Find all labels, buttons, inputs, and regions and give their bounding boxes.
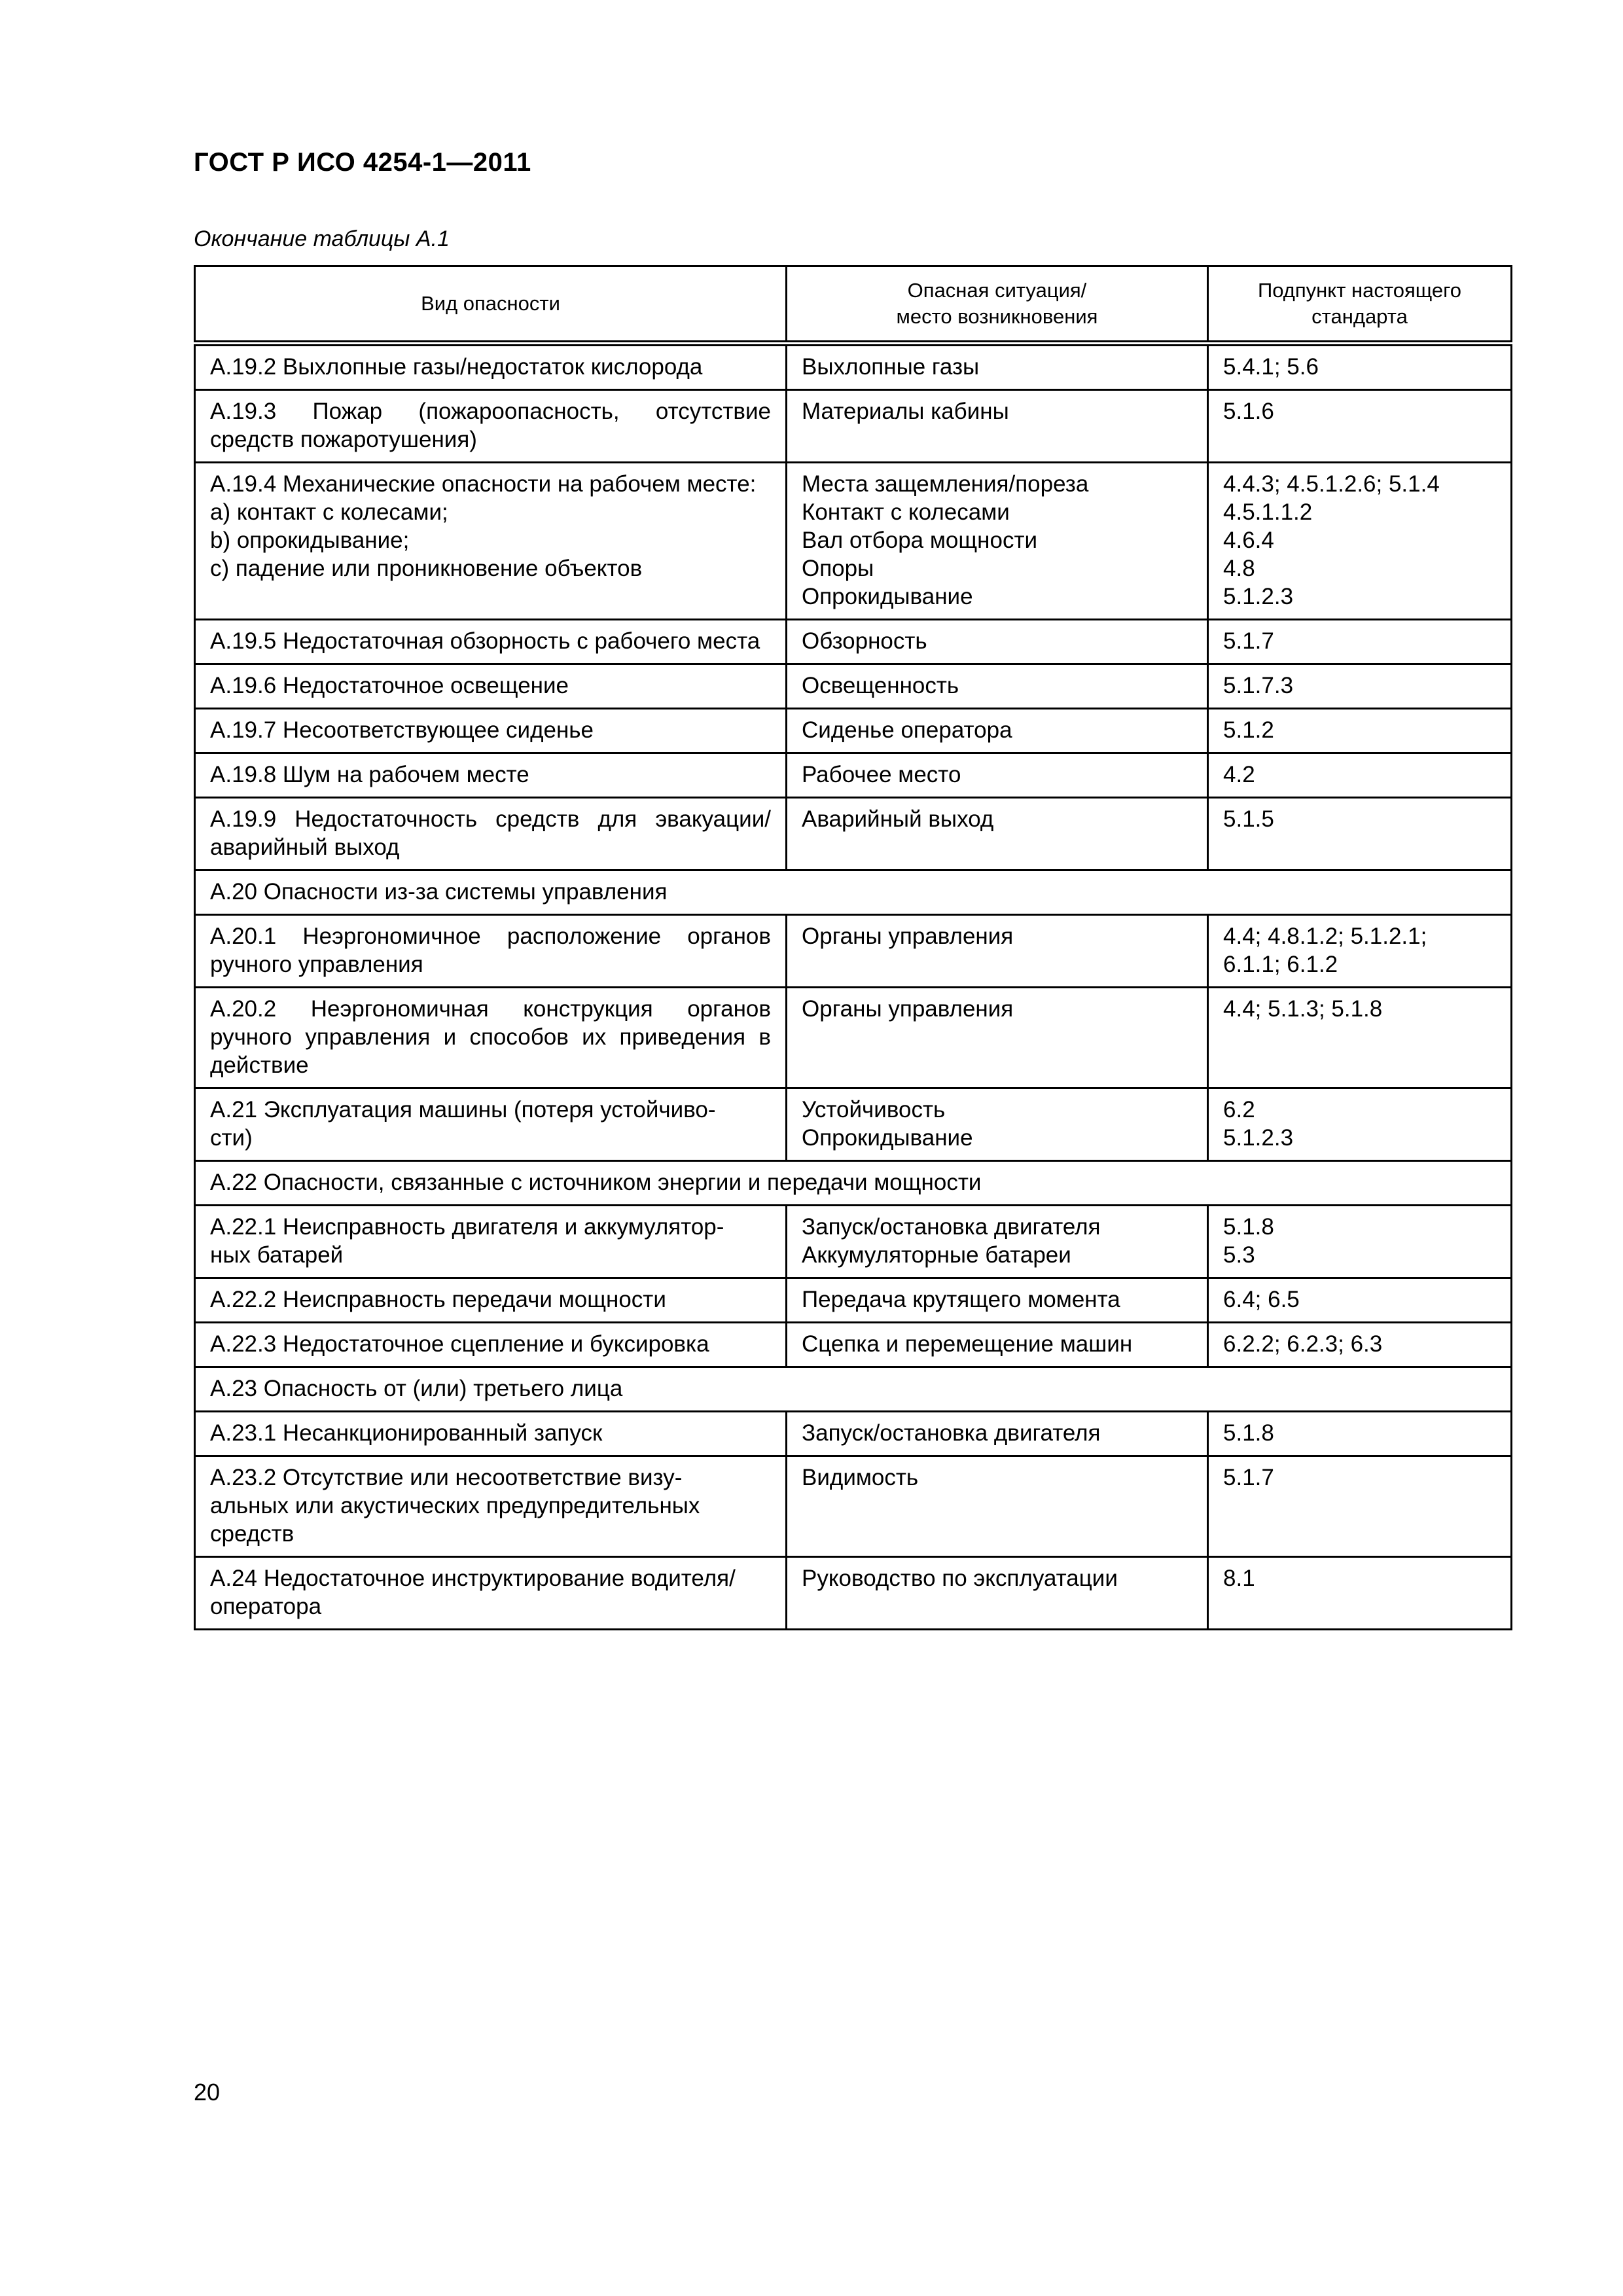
hazard-cell-line: ных батарей [210,1242,344,1268]
hazard-cell: А.20.2 Неэргономичная конструкция органов ручного управления и способов их приведения в действие [195,988,787,1088]
hazard-cell: А.19.2 Выхлопные газы/недостаток кислорода [195,344,787,390]
clause-cell [1208,753,1512,798]
hazard-cell: А.19.5 Недостаточная обзорность с рабочего места [195,620,787,664]
clause-cell [1208,463,1512,620]
table-row [195,1278,1512,1323]
clause-cell-line: 5.1.8 [1223,1214,1274,1240]
table-row [195,798,1512,870]
situation-cell [787,1557,1208,1630]
hazard-cell-line: А.23.2 Отсутствие или несоответствие визу- [210,1465,683,1490]
hazard-cell [195,1557,787,1630]
clause-cell [1208,390,1512,463]
table-header [195,266,1512,344]
situation-cell [787,344,1208,390]
table-row [195,1088,1512,1161]
table-row [195,620,1512,664]
hazard-cell-line: А.24 Недостаточное инструктирование водителя/ [210,1566,736,1591]
table-row [195,753,1512,798]
clause-cell-line: 5.1.2.3 [1223,1125,1294,1151]
header-text-line: Опасная ситуация/ [907,279,1087,302]
hazard-table [194,265,1512,1630]
situation-cell-line: Вал отбора мощности [802,528,1038,553]
hazard-cell-line: А.22.1 Неисправность двигателя и аккумулятор- [210,1214,724,1240]
clause-cell [1208,988,1512,1088]
situation-cell [787,1278,1208,1323]
hazard-cell [195,1206,787,1278]
clause-cell-line: 5.1.7 [1223,1465,1274,1490]
clause-cell-line: 5.1.8 [1223,1420,1274,1446]
section-row [195,1367,1512,1412]
section-row [195,1161,1512,1206]
clause-cell-line: 4.4; 5.1.3; 5.1.8 [1223,996,1383,1022]
situation-cell [787,709,1208,753]
clause-cell-line: 5.1.5 [1223,806,1274,832]
clause-cell [1208,915,1512,988]
section-title: А.20 Опасности из-за системы управления [195,870,1512,915]
hazard-cell-line: с) падение или проникновение объектов [210,556,643,581]
situation-cell [787,1323,1208,1367]
situation-cell-line: Руководство по эксплуатации [802,1566,1118,1591]
clause-cell-line: 5.1.6 [1223,399,1274,424]
header-text-line: Подпункт настоящего [1257,279,1462,302]
clause-cell [1208,709,1512,753]
table-row [195,664,1512,709]
table-row [195,1412,1512,1456]
table-row [195,1557,1512,1630]
situation-cell-line: Обзорность [802,628,927,654]
situation-cell-line: Материалы кабины [802,399,1009,424]
hazard-cell-line: альных или акустических предупредительных [210,1493,700,1518]
situation-cell [787,1456,1208,1557]
situation-cell [787,988,1208,1088]
column-header-clause [1208,266,1512,344]
situation-cell-line: Места защемления/пореза [802,471,1089,497]
hazard-cell: А.22.3 Недостаточное сцепление и буксировка [195,1323,787,1367]
table-row [195,709,1512,753]
hazard-cell: А.23.1 Несанкционированный запуск [195,1412,787,1456]
hazard-cell: А.19.9 Недостаточность средств для эвакуации/ аварийный выход [195,798,787,870]
clause-cell [1208,1412,1512,1456]
situation-cell-line: Видимость [802,1465,919,1490]
hazard-cell-line: а) контакт с колесами; [210,499,448,525]
table-row [195,463,1512,620]
table-row [195,988,1512,1088]
hazard-cell-line: сти) [210,1125,253,1151]
table-row [195,344,1512,390]
section-title: А.23 Опасность от (или) третьего лица [195,1367,1512,1412]
situation-cell-line: Рабочее место [802,762,961,787]
hazard-cell [195,463,787,620]
clause-cell-line: 4.2 [1223,762,1255,787]
hazard-cell: А.20.1 Неэргономичное расположение органов ручного управления [195,915,787,988]
situation-cell [787,390,1208,463]
clause-cell-line: 4.4.3; 4.5.1.2.6; 5.1.4 [1223,471,1440,497]
clause-cell-line: 6.2 [1223,1097,1255,1122]
section-title: А.22 Опасности, связанные с источником энергии и передачи мощности [195,1161,1512,1206]
table-row [195,390,1512,463]
hazard-cell-line: оператора [210,1594,322,1619]
header-text-line: Вид опасности [421,292,560,315]
situation-cell [787,798,1208,870]
situation-cell [787,915,1208,988]
header-row [195,266,1512,344]
clause-cell [1208,798,1512,870]
clause-cell [1208,1206,1512,1278]
situation-cell [787,1412,1208,1456]
hazard-cell-line: А.21 Эксплуатация машины (потеря устойчиво- [210,1097,716,1122]
situation-cell-line: Аккумуляторные батареи [802,1242,1071,1268]
situation-cell-line: Устойчивость [802,1097,946,1122]
situation-cell-line: Сиденье оператора [802,717,1012,743]
header-text-line: место возникновения [896,305,1098,328]
situation-cell-line: Органы управления [802,996,1014,1022]
clause-cell-line: 8.1 [1223,1566,1255,1591]
document-header: ГОСТ Р ИСО 4254-1—2011 [194,148,531,177]
clause-cell-line: 5.1.2.3 [1223,584,1294,609]
table-row [195,1206,1512,1278]
table-row [195,1456,1512,1557]
situation-cell [787,463,1208,620]
situation-cell-line: Опрокидывание [802,1125,973,1151]
hazard-cell [195,1088,787,1161]
clause-cell-line: 6.4; 6.5 [1223,1287,1300,1312]
clause-cell-line: 5.1.7.3 [1223,673,1294,698]
column-header-hazard [195,266,787,344]
situation-cell-line: Органы управления [802,924,1014,949]
situation-cell [787,1206,1208,1278]
hazard-cell-line: А.19.4 Механические опасности на рабочем месте: [210,471,757,497]
table-caption: Окончание таблицы А.1 [194,226,450,251]
clause-cell-line: 4.8 [1223,556,1255,581]
clause-cell-line: 4.5.1.1.2 [1223,499,1313,525]
clause-cell [1208,664,1512,709]
hazard-cell: А.19.8 Шум на рабочем месте [195,753,787,798]
hazard-cell: А.19.6 Недостаточное освещение [195,664,787,709]
hazard-cell-line: средств [210,1521,294,1547]
situation-cell-line: Сцепка и перемещение машин [802,1331,1133,1357]
situation-cell-line: Аварийный выход [802,806,994,832]
table-row [195,1323,1512,1367]
situation-cell-line: Запуск/остановка двигателя [802,1214,1101,1240]
hazard-cell [195,1456,787,1557]
clause-cell-line: 5.1.7 [1223,628,1274,654]
clause-cell-line: 4.6.4 [1223,528,1274,553]
situation-cell-line: Запуск/остановка двигателя [802,1420,1101,1446]
clause-cell [1208,1323,1512,1367]
clause-cell-line: 5.1.2 [1223,717,1274,743]
situation-cell-line: Освещенность [802,673,959,698]
clause-cell [1208,1088,1512,1161]
hazard-cell: А.19.3 Пожар (пожароопасность, отсутствие средств пожаротушения) [195,390,787,463]
situation-cell-line: Опрокидывание [802,584,973,609]
table-row [195,915,1512,988]
page-number: 20 [194,2079,221,2106]
clause-cell-line: 6.2.2; 6.2.3; 6.3 [1223,1331,1383,1357]
column-header-situation [787,266,1208,344]
clause-cell [1208,1456,1512,1557]
clause-cell-line: 5.4.1; 5.6 [1223,354,1319,380]
hazard-cell-line: b) опрокидывание; [210,528,410,553]
clause-cell-line: 5.3 [1223,1242,1255,1268]
situation-cell-line: Выхлопные газы [802,354,980,380]
hazard-cell: А.19.7 Несоответствующее сиденье [195,709,787,753]
hazard-cell: А.22.2 Неисправность передачи мощности [195,1278,787,1323]
situation-cell [787,620,1208,664]
section-row [195,870,1512,915]
clause-cell-line: 6.1.1; 6.1.2 [1223,952,1338,977]
clause-cell [1208,1278,1512,1323]
situation-cell [787,753,1208,798]
table-body [195,344,1512,1630]
header-text-line: стандарта [1311,305,1408,328]
clause-cell [1208,620,1512,664]
situation-cell [787,664,1208,709]
situation-cell-line: Передача крутящего момента [802,1287,1120,1312]
situation-cell-line: Опоры [802,556,874,581]
clause-cell-line: 4.4; 4.8.1.2; 5.1.2.1; [1223,924,1427,949]
situation-cell [787,1088,1208,1161]
situation-cell-line: Контакт с колесами [802,499,1010,525]
clause-cell [1208,344,1512,390]
clause-cell [1208,1557,1512,1630]
